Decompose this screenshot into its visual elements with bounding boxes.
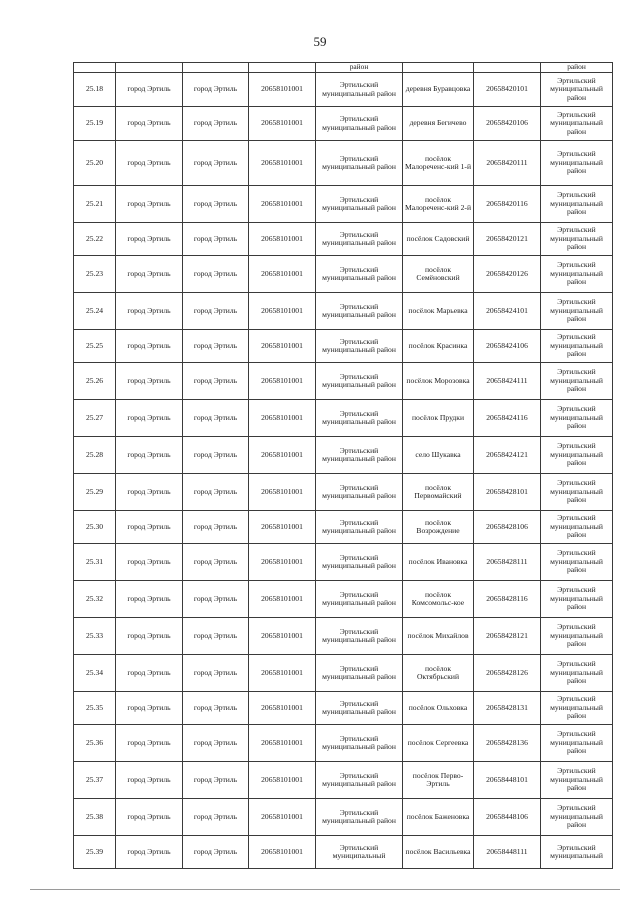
cell-code-a: 20658101001 <box>249 474 316 511</box>
cell-num: 25.38 <box>74 799 116 836</box>
cell-municipality: Эртильский муниципальный район <box>541 618 613 655</box>
cell-city-a: город Эртиль <box>116 107 183 141</box>
cell-code-a: 20658101001 <box>249 186 316 223</box>
cell-code-b: 20658428131 <box>474 692 541 725</box>
cell-municipality: Эртильский муниципальный район <box>541 107 613 141</box>
cell-settlement: посёлок Прудки <box>403 400 474 437</box>
cell-num: 25.37 <box>74 762 116 799</box>
cell-code-b: 20658448106 <box>474 799 541 836</box>
continuation-row <box>74 63 613 73</box>
cell-num: 25.25 <box>74 330 116 363</box>
cell-district: Эртильский муниципальный район <box>316 141 403 186</box>
cell-city-a: город Эртиль <box>116 511 183 544</box>
cell-city-a: город Эртиль <box>116 141 183 186</box>
cell-code-b: 20658424111 <box>474 363 541 400</box>
cell-city-a: город Эртиль <box>116 363 183 400</box>
cell-num: 25.24 <box>74 293 116 330</box>
cell-municipality: Эртильский муниципальный <box>541 836 613 869</box>
cell-code-b: 20658428111 <box>474 544 541 581</box>
cell-code-b: 20658428136 <box>474 725 541 762</box>
cell-num: 25.28 <box>74 437 116 474</box>
cell-settlement: посёлок Красинка <box>403 330 474 363</box>
cell-municipality: Эртильский муниципальный район <box>541 692 613 725</box>
cell-code-b <box>474 63 541 73</box>
cell-city-a: город Эртиль <box>116 293 183 330</box>
cell-code-a: 20658101001 <box>249 223 316 256</box>
cell-code-b: 20658420126 <box>474 256 541 293</box>
cell-district: Эртильский муниципальный район <box>316 618 403 655</box>
cell-settlement: посёлок Садовский <box>403 223 474 256</box>
table-row <box>74 73 613 107</box>
cell-code-b: 20658424101 <box>474 293 541 330</box>
cell-code-a: 20658101001 <box>249 73 316 107</box>
cell-city-b: город Эртиль <box>183 836 249 869</box>
cell-municipality: Эртильский муниципальный район <box>541 544 613 581</box>
cell-code-b: 20658428106 <box>474 511 541 544</box>
cell-municipality: Эртильский муниципальный район <box>541 256 613 293</box>
cell-municipality: Эртильский муниципальный район <box>541 762 613 799</box>
cell-code-b: 20658424106 <box>474 330 541 363</box>
cell-city-b: город Эртиль <box>183 474 249 511</box>
cell-city-b: город Эртиль <box>183 400 249 437</box>
cell-settlement: посёлок Марьевка <box>403 293 474 330</box>
table-row <box>74 186 613 223</box>
cell-city-a: город Эртиль <box>116 581 183 618</box>
cell-code-b: 20658428126 <box>474 655 541 692</box>
cell-city-a <box>116 63 183 73</box>
cell-city-b: город Эртиль <box>183 799 249 836</box>
cell-code-b: 20658448101 <box>474 762 541 799</box>
cell-municipality: Эртильский муниципальный район <box>541 400 613 437</box>
cell-city-a: город Эртиль <box>116 836 183 869</box>
cell-num: 25.33 <box>74 618 116 655</box>
cell-code-b: 20658420116 <box>474 186 541 223</box>
cell-code-a: 20658101001 <box>249 799 316 836</box>
table-row <box>74 107 613 141</box>
cell-settlement: посёлок Возрождение <box>403 511 474 544</box>
cell-settlement: посёлок Октябрьский <box>403 655 474 692</box>
cell-city-a: город Эртиль <box>116 618 183 655</box>
cell-city-a: город Эртиль <box>116 330 183 363</box>
cell-num: 25.31 <box>74 544 116 581</box>
cell-city-b: город Эртиль <box>183 186 249 223</box>
cell-city-a: город Эртиль <box>116 256 183 293</box>
cell-district: Эртильский муниципальный район <box>316 511 403 544</box>
cell-city-b: город Эртиль <box>183 692 249 725</box>
cell-code-b: 20658420106 <box>474 107 541 141</box>
cell-code-a: 20658101001 <box>249 581 316 618</box>
cell-settlement: посёлок Баженовка <box>403 799 474 836</box>
cell-code-a: 20658101001 <box>249 437 316 474</box>
cell-num: 25.26 <box>74 363 116 400</box>
page-bottom-rule <box>30 889 620 890</box>
cell-municipality: Эртильский муниципальный район <box>541 437 613 474</box>
cell-city-b: город Эртиль <box>183 437 249 474</box>
cell-settlement: деревня Бегичево <box>403 107 474 141</box>
cell-code-a: 20658101001 <box>249 836 316 869</box>
cell-municipality: Эртильский муниципальный район <box>541 511 613 544</box>
cell-city-b: город Эртиль <box>183 293 249 330</box>
cell-city-b: город Эртиль <box>183 511 249 544</box>
cell-district: Эртильский муниципальный район <box>316 474 403 511</box>
cell-num: 25.36 <box>74 725 116 762</box>
cell-district: Эртильский муниципальный район <box>316 692 403 725</box>
cell-city-a: город Эртиль <box>116 474 183 511</box>
cell-city-b: город Эртиль <box>183 581 249 618</box>
cell-settlement: село Шукавка <box>403 437 474 474</box>
cell-city-a: город Эртиль <box>116 223 183 256</box>
cell-num: 25.27 <box>74 400 116 437</box>
table-row <box>74 223 613 256</box>
cell-code-a: 20658101001 <box>249 544 316 581</box>
cell-num: 25.34 <box>74 655 116 692</box>
cell-city-b: город Эртиль <box>183 725 249 762</box>
table-row <box>74 256 613 293</box>
cell-municipality: Эртильский муниципальный район <box>541 223 613 256</box>
cell-city-a: город Эртиль <box>116 437 183 474</box>
cell-settlement: посёлок Комсомольс-кое <box>403 581 474 618</box>
cell-city-b: город Эртиль <box>183 256 249 293</box>
cell-district: Эртильский муниципальный район <box>316 107 403 141</box>
cell-code-a: 20658101001 <box>249 330 316 363</box>
cell-city-a: город Эртиль <box>116 186 183 223</box>
cell-district: Эртильский муниципальный район <box>316 799 403 836</box>
cell-num: 25.19 <box>74 107 116 141</box>
cell-municipality: Эртильский муниципальный район <box>541 186 613 223</box>
table-row <box>74 400 613 437</box>
cell-code-a: 20658101001 <box>249 692 316 725</box>
cell-code-a: 20658101001 <box>249 655 316 692</box>
cell-city-b: город Эртиль <box>183 107 249 141</box>
table-row <box>74 799 613 836</box>
table-row <box>74 581 613 618</box>
cell-municipality: Эртильский муниципальный район <box>541 799 613 836</box>
cell-city-b <box>183 63 249 73</box>
cell-code-a <box>249 63 316 73</box>
cell-municipality: Эртильский муниципальный район <box>541 141 613 186</box>
cell-num: 25.32 <box>74 581 116 618</box>
cell-city-a: город Эртиль <box>116 73 183 107</box>
cell-code-a: 20658101001 <box>249 725 316 762</box>
cell-code-a: 20658101001 <box>249 363 316 400</box>
cell-code-b: 20658448111 <box>474 836 541 869</box>
cell-settlement: посёлок Морозовка <box>403 363 474 400</box>
cell-num: 25.22 <box>74 223 116 256</box>
cell-code-b: 20658428121 <box>474 618 541 655</box>
cell-city-b: город Эртиль <box>183 330 249 363</box>
cell-city-b: город Эртиль <box>183 544 249 581</box>
cell-district: Эртильский муниципальный <box>316 836 403 869</box>
table-row <box>74 655 613 692</box>
cell-code-a: 20658101001 <box>249 293 316 330</box>
cell-settlement: посёлок Малореченс-кий 1-й <box>403 141 474 186</box>
table-row <box>74 141 613 186</box>
cell-settlement <box>403 63 474 73</box>
table-row <box>74 725 613 762</box>
cell-code-b: 20658428101 <box>474 474 541 511</box>
cell-settlement: посёлок Первомайский <box>403 474 474 511</box>
cell-district: Эртильский муниципальный район <box>316 400 403 437</box>
cell-code-a: 20658101001 <box>249 511 316 544</box>
cell-settlement: посёлок Малореченс-кий 2-й <box>403 186 474 223</box>
table-row <box>74 437 613 474</box>
cell-district: Эртильский муниципальный район <box>316 725 403 762</box>
cell-num <box>74 63 116 73</box>
cell-settlement: посёлок Михайлов <box>403 618 474 655</box>
cell-city-b: город Эртиль <box>183 73 249 107</box>
cell-city-b: город Эртиль <box>183 618 249 655</box>
cell-city-a: город Эртиль <box>116 655 183 692</box>
cell-municipality: район <box>541 63 613 73</box>
table-row <box>74 692 613 725</box>
cell-code-a: 20658101001 <box>249 618 316 655</box>
cell-code-b: 20658420111 <box>474 141 541 186</box>
cell-settlement: посёлок Ивановка <box>403 544 474 581</box>
cell-code-a: 20658101001 <box>249 107 316 141</box>
cell-code-b: 20658420101 <box>474 73 541 107</box>
cell-district: Эртильский муниципальный район <box>316 293 403 330</box>
cell-settlement: посёлок Сергеевка <box>403 725 474 762</box>
table-row <box>74 293 613 330</box>
cell-city-b: город Эртиль <box>183 363 249 400</box>
cell-city-a: город Эртиль <box>116 799 183 836</box>
cell-num: 25.39 <box>74 836 116 869</box>
cell-city-a: город Эртиль <box>116 725 183 762</box>
cell-municipality: Эртильский муниципальный район <box>541 655 613 692</box>
table-row <box>74 544 613 581</box>
cell-settlement: посёлок Семёновский <box>403 256 474 293</box>
cell-num: 25.20 <box>74 141 116 186</box>
cell-district: Эртильский муниципальный район <box>316 186 403 223</box>
page-number: 59 <box>313 34 327 49</box>
cell-municipality: Эртильский муниципальный район <box>541 474 613 511</box>
cell-code-b: 20658420121 <box>474 223 541 256</box>
cell-code-b: 20658424116 <box>474 400 541 437</box>
cell-settlement: посёлок Перво-Эртиль <box>403 762 474 799</box>
cell-num: 25.21 <box>74 186 116 223</box>
cell-city-a: город Эртиль <box>116 762 183 799</box>
cell-district: Эртильский муниципальный район <box>316 363 403 400</box>
cell-city-a: город Эртиль <box>116 400 183 437</box>
table-row <box>74 330 613 363</box>
cell-num: 25.29 <box>74 474 116 511</box>
cell-code-a: 20658101001 <box>249 762 316 799</box>
cell-municipality: Эртильский муниципальный район <box>541 73 613 107</box>
cell-settlement: посёлок Ольховка <box>403 692 474 725</box>
cell-city-b: город Эртиль <box>183 655 249 692</box>
cell-municipality: Эртильский муниципальный район <box>541 581 613 618</box>
cell-district: Эртильский муниципальный район <box>316 544 403 581</box>
register-body <box>74 63 613 869</box>
settlement-register-table <box>73 62 613 869</box>
cell-city-a: город Эртиль <box>116 544 183 581</box>
table-row <box>74 618 613 655</box>
table-row <box>74 836 613 869</box>
cell-municipality: Эртильский муниципальный район <box>541 725 613 762</box>
cell-district: Эртильский муниципальный район <box>316 437 403 474</box>
table-row <box>74 363 613 400</box>
cell-city-b: город Эртиль <box>183 762 249 799</box>
cell-num: 25.23 <box>74 256 116 293</box>
cell-settlement: посёлок Васильевка <box>403 836 474 869</box>
cell-code-b: 20658424121 <box>474 437 541 474</box>
table-row <box>74 511 613 544</box>
cell-code-a: 20658101001 <box>249 256 316 293</box>
cell-district: Эртильский муниципальный район <box>316 223 403 256</box>
cell-district: район <box>316 63 403 73</box>
cell-city-b: город Эртиль <box>183 141 249 186</box>
cell-num: 25.35 <box>74 692 116 725</box>
cell-district: Эртильский муниципальный район <box>316 256 403 293</box>
cell-code-b: 20658428116 <box>474 581 541 618</box>
cell-num: 25.30 <box>74 511 116 544</box>
cell-municipality: Эртильский муниципальный район <box>541 330 613 363</box>
cell-district: Эртильский муниципальный район <box>316 330 403 363</box>
cell-settlement: деревня Буравцовка <box>403 73 474 107</box>
table-row <box>74 474 613 511</box>
cell-code-a: 20658101001 <box>249 400 316 437</box>
cell-district: Эртильский муниципальный район <box>316 655 403 692</box>
table-row <box>74 762 613 799</box>
cell-district: Эртильский муниципальный район <box>316 73 403 107</box>
cell-city-b: город Эртиль <box>183 223 249 256</box>
cell-num: 25.18 <box>74 73 116 107</box>
cell-district: Эртильский муниципальный район <box>316 581 403 618</box>
cell-municipality: Эртильский муниципальный район <box>541 363 613 400</box>
cell-code-a: 20658101001 <box>249 141 316 186</box>
cell-district: Эртильский муниципальный район <box>316 762 403 799</box>
cell-city-a: город Эртиль <box>116 692 183 725</box>
cell-municipality: Эртильский муниципальный район <box>541 293 613 330</box>
